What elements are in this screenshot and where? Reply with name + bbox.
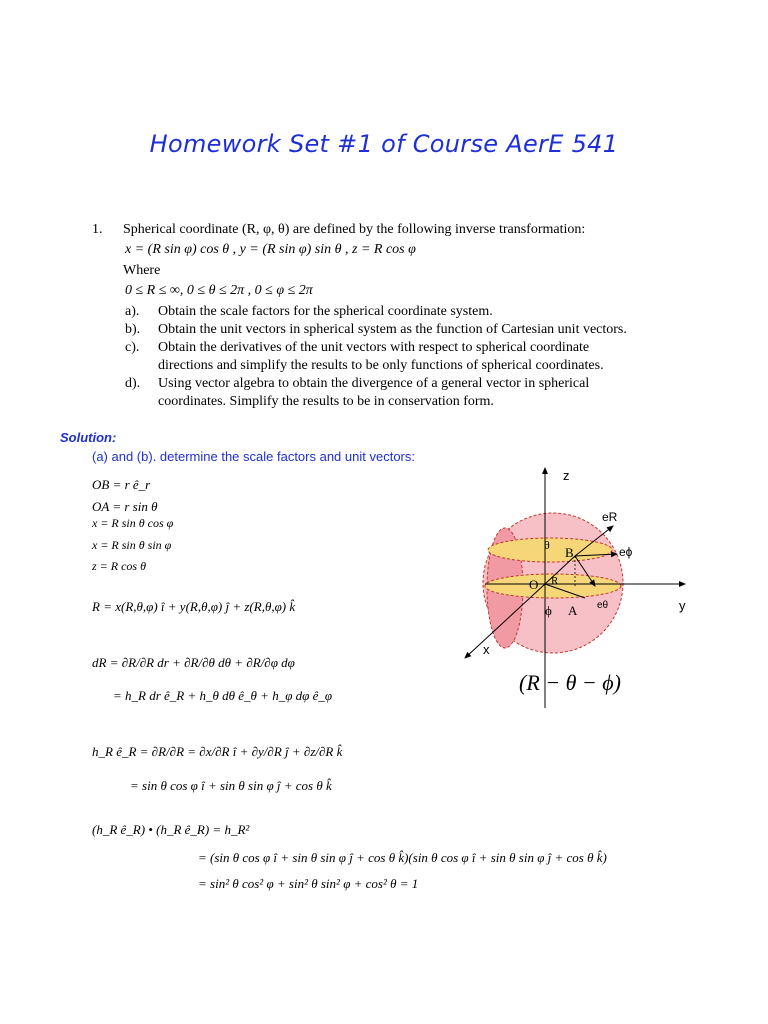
equation-z: z = R cos θ xyxy=(92,559,146,573)
item-text: Obtain the scale factors for the spherical coordinate system. xyxy=(158,304,493,319)
equation-oa: OA = r sin θ xyxy=(92,499,158,514)
equation-dot: (h_R ê_R) • (h_R ê_R) = h_R² xyxy=(92,822,250,837)
item-text: Obtain the derivatives of the unit vectors with respect to spherical coordinate xyxy=(158,340,590,355)
page-title: Homework Set #1 of Course AerE 541 xyxy=(149,130,619,158)
etheta-label: eθ xyxy=(597,600,609,611)
R-label: R xyxy=(551,575,559,587)
x-label: x xyxy=(483,642,490,657)
equation-y: x = R sin θ sin φ xyxy=(92,538,172,552)
problem-transform: x = (R sin φ) cos θ , y = (R sin φ) sin θ , z = R cos φ xyxy=(125,242,416,257)
item-marker: d). xyxy=(125,376,141,391)
ephi-label: eϕ xyxy=(619,545,633,559)
eR-label: eR xyxy=(602,510,618,524)
O-label: O xyxy=(529,577,539,592)
item-text: directions and simplify the results to be only functions of spherical coordinates. xyxy=(158,358,604,373)
equation-dot-result: = sin² θ cos² φ + sin² θ sin² φ + cos² θ = 1 xyxy=(198,876,419,891)
problem-intro: Spherical coordinate (R, φ, θ) are defined by the following inverse transformation: xyxy=(123,222,586,237)
B-label: B xyxy=(565,545,574,560)
equation-dR: dR = ∂R/∂R dr + ∂R/∂θ dθ + ∂R/∂φ dφ xyxy=(92,655,295,670)
item-text: Using vector algebra to obtain the divergence of a general vector in spherical xyxy=(158,376,590,391)
equation-position-vector: R = x(R,θ,φ) î + y(R,θ,φ) ĵ + z(R,θ,φ) k̂ xyxy=(92,599,296,614)
figure-caption: (R − θ − ϕ) xyxy=(519,670,621,695)
equation-dot-expand: = (sin θ cos φ î + sin θ sin φ ĵ + cos θ k̂)(sin θ cos φ î + sin θ sin φ ĵ + cos θ k̂) xyxy=(198,850,607,865)
item-text: Obtain the unit vectors in spherical system as the function of Cartesian unit vectors. xyxy=(158,322,627,337)
solution-heading: Solution: xyxy=(60,430,117,445)
item-marker: c). xyxy=(125,340,140,355)
z-label: z xyxy=(563,468,570,483)
equation-x: x = R sin θ cos φ xyxy=(92,516,174,530)
problem-where: Where xyxy=(123,263,161,278)
spherical-coordinates-figure xyxy=(455,458,705,728)
item-marker: a). xyxy=(125,304,140,319)
problem-number: 1. xyxy=(92,222,103,237)
equation-hR-result: = sin θ cos φ î + sin θ sin φ ĵ + cos θ k̂ xyxy=(130,778,332,793)
theta-label: θ xyxy=(544,538,550,552)
phi-label: ϕ xyxy=(545,603,552,618)
equation-ob: OB = r ê_r xyxy=(92,477,151,492)
equation-hR: h_R ê_R = ∂R/∂R = ∂x/∂R î + ∂y/∂R ĵ + ∂z/∂R k̂ xyxy=(92,744,343,759)
problem-ranges: 0 ≤ R ≤ ∞, 0 ≤ θ ≤ 2π , 0 ≤ φ ≤ 2π xyxy=(125,283,313,298)
equation-dR-scale: = h_R dr ê_R + h_θ dθ ê_θ + h_φ dφ ê_φ xyxy=(113,688,333,703)
item-text: coordinates. Simplify the results to be in conservation form. xyxy=(158,394,494,409)
solution-subheading: (a) and (b). determine the scale factors and unit vectors: xyxy=(92,449,415,464)
A-label: A xyxy=(568,603,578,618)
item-marker: b). xyxy=(125,322,141,337)
y-label: y xyxy=(679,598,686,613)
